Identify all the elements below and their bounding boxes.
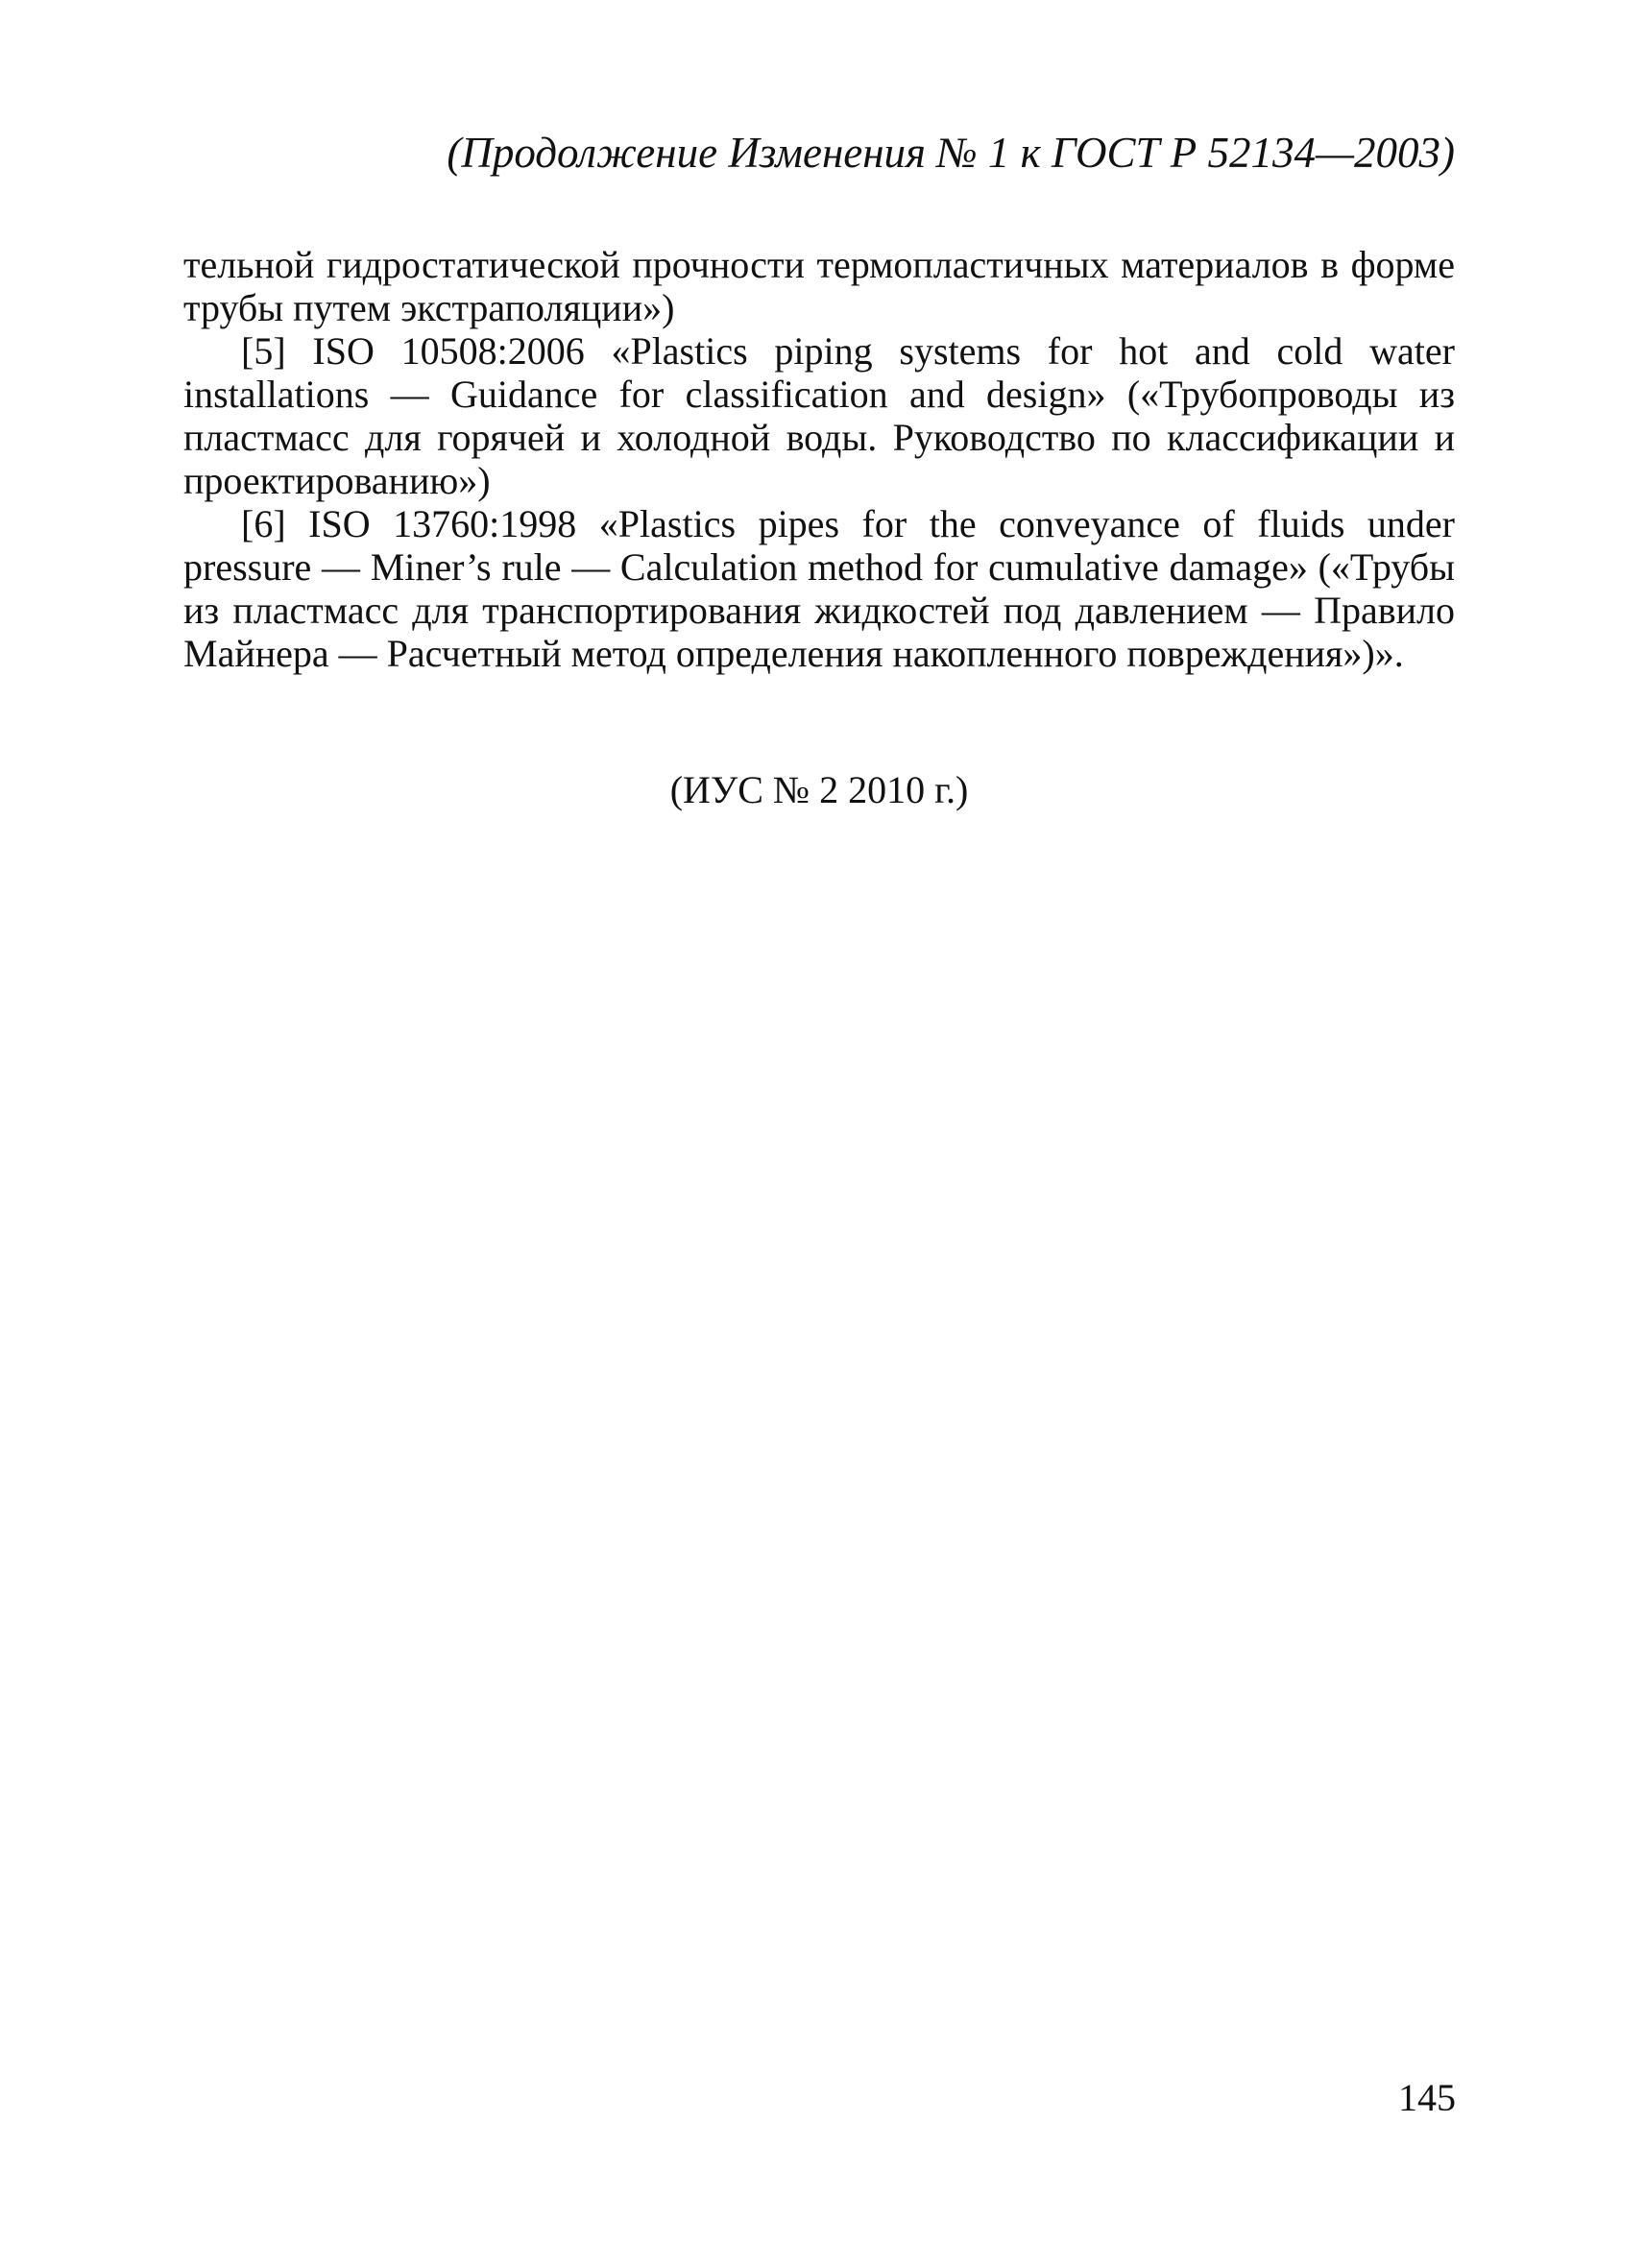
running-header: (Продолжение Изменения № 1 к ГОСТ Р 52134—2003) [447, 129, 1455, 177]
reference-6: [6] ISO 13760:1998 «Plastics pipes for the conveyance of fluids under pressure — Miner’s rule — Calculation method for cumulative damage» («Трубы из пластмасс для транспортирования жидкостей под давлением — Правило Майнера — Расчетный метод определения накопленного повреждения»)». [183, 502, 1455, 675]
body-text [183, 243, 1455, 675]
reference-5: [5] ISO 10508:2006 «Plastics piping systems for hot and cold water installations — Guidance for classification and design» («Трубопроводы из пластмасс для горячей и холодной воды. Руководство по классификации и проектированию») [183, 329, 1455, 502]
page-number: 145 [1398, 2076, 1456, 2119]
source-note: (ИУС № 2 2010 г.) [669, 768, 969, 811]
paragraph-continuation: тельной гидростатической прочности термопластичных материалов в форме трубы путем экстраполяции») [183, 243, 1455, 329]
